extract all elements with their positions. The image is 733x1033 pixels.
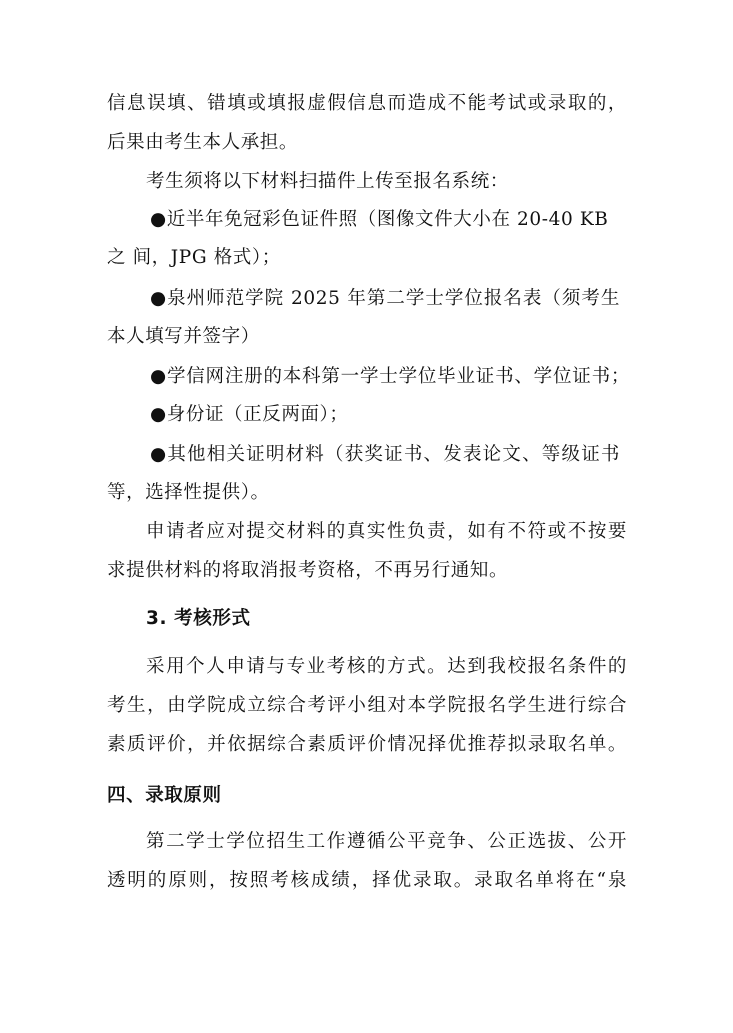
bullet-item-other: ●其他相关证明材料（获奖证书、发表论文、等级证书 xyxy=(150,444,620,465)
body-text-line: 采用个人申请与专业考核的方式。达到我校报名条件的 xyxy=(146,656,627,677)
body-text-line: 考生，由学院成立综合考评小组对本学院报名学生进行综合 xyxy=(107,695,627,716)
body-text-line: 第二学士学位招生工作遵循公平竞争、公正选拔、公开 xyxy=(146,831,627,852)
bullet-item-diploma: ●学信网注册的本科第一学士学位毕业证书、学位证书； xyxy=(150,366,630,387)
section-heading-assessment: 3. 考核形式 xyxy=(146,608,251,629)
body-text-line: 素质评价，并依据综合素质评价情况择优推荐拟录取名单。 xyxy=(107,734,627,755)
body-text-line: 求提供材料的将取消报考资格，不再另行通知。 xyxy=(107,560,509,581)
bullet-item-form-cont: 本人填写并签字） xyxy=(107,326,260,347)
body-text-line: 考生须将以下材料扫描件上传至报名系统： xyxy=(146,171,509,192)
bullet-item-photo: ●近半年免冠彩色证件照（图像文件大小在 20-40 KB xyxy=(150,209,609,230)
body-text-line: 信息误填、错填或填报虚假信息而造成不能考试或录取的， xyxy=(107,93,627,114)
body-text-line: 透明的原则，按照考核成绩，择优录取。录取名单将在“泉 xyxy=(107,870,627,891)
bullet-item-form: ●泉州师范学院 2025 年第二学士学位报名表（须考生 xyxy=(150,288,620,309)
body-text-line: 后果由考生本人承担。 xyxy=(107,132,299,153)
body-text-line: 申请者应对提交材料的真实性负责，如有不符或不按要 xyxy=(146,521,627,542)
bullet-item-photo-cont: 之 间，JPG 格式）； xyxy=(107,247,281,268)
section-heading-admission: 四、录取原则 xyxy=(107,785,222,806)
bullet-item-other-cont: 等，选择性提供）。 xyxy=(107,482,270,503)
bullet-item-id-card: ●身份证（正反两面）； xyxy=(150,404,349,425)
